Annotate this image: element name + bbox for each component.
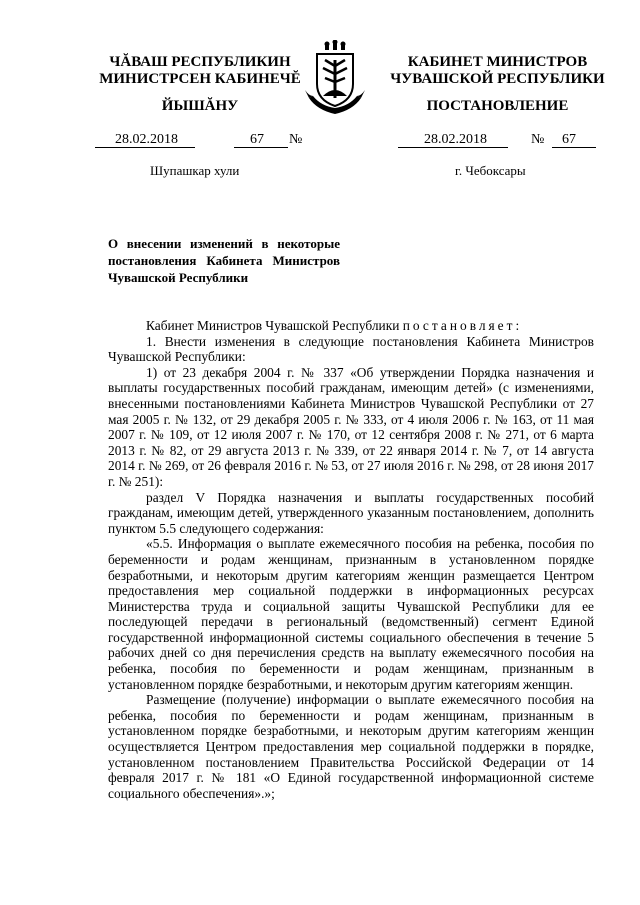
header-right-line1: КАБИНЕТ МИНИСТРОВ bbox=[407, 54, 588, 70]
right-number: 67 bbox=[562, 132, 576, 147]
paragraph-5: Размещение (получение) информации о выплате ежемесячного пособия на ребенка, пособия по беременности и родам женщинам, признанным в установленном порядке безработными, и некоторым другим категориям женщин осуществляется Центром предоставления мер социальной поддержки в порядке, установленном постановлением Правительства Российской Федерации от 14 февраля 2017 г. № 181 «О Единой государственной информационной системе социального обеспечения».»; bbox=[108, 692, 594, 801]
header-left-line2: МИНИСТРСЕН КАБИНЕЧĔ bbox=[99, 71, 301, 87]
right-number-sign: № bbox=[531, 132, 545, 147]
right-city: г. Чебоксары bbox=[455, 163, 526, 178]
header-left-doctype: ЙЫШĂНУ bbox=[161, 98, 239, 114]
coat-of-arms-emblem bbox=[303, 40, 367, 120]
left-number-sign: № bbox=[289, 132, 303, 147]
header-right-doctype: ПОСТАНОВЛЕНИЕ bbox=[426, 98, 569, 114]
header-left-title bbox=[95, 54, 305, 88]
left-city: Шупашкар хули bbox=[150, 163, 240, 178]
intro-paragraph bbox=[108, 318, 594, 334]
header-left-line1: ЧĂВАШ РЕСПУБЛИКИН bbox=[109, 54, 291, 70]
paragraph-1: 1. Внести изменения в следующие постановления Кабинета Министров Чувашской Республики: bbox=[108, 333, 594, 365]
header-right-line2: ЧУВАШСКОЙ РЕСПУБЛИКИ bbox=[390, 71, 605, 87]
document-subject: О внесении изменений в некоторые постановления Кабинета Министров Чувашской Республики bbox=[108, 236, 340, 285]
paragraph-2: 1) от 23 декабря 2004 г. № 337 «Об утверждении Порядка назначения и выплаты государственных пособий гражданам, имеющим детей» (с изменениями, внесенными постановлениями Кабинета Министров Чувашской Республики от 27 мая 2005 г. № 132, от 29 декабря 2005 г. № 333, от 4 июля 2006 г. № 163, от 11 мая 2007 г. № 109, от 12 июля 2007 г. № 170, от 12 сентября 2008 г. № 271, от 6 марта 2013 г. № 82, от 29 августа 2013 г. № 339, от 22 января 2014 г. № 7, от 14 августа 2014 г. № 269, от 26 февраля 2016 г. № 53, от 27 июля 2016 г. № 298, от 28 июня 2017 г. № 251): bbox=[108, 364, 594, 489]
intro-prefix: Кабинет Министров Чувашской Республики bbox=[146, 318, 400, 333]
header-right-title bbox=[385, 54, 610, 88]
right-date: 28.02.2018 bbox=[424, 132, 487, 147]
left-date: 28.02.2018 bbox=[115, 132, 178, 147]
document-body bbox=[108, 318, 594, 801]
paragraph-4: «5.5. Информация о выплате ежемесячного пособия на ребенка, пособия по беременности и родам женщинам, признанным в установленном порядке безработными, и некоторым другим категориям женщин размещается Центром предоставления мер социальной поддержки в информационных ресурсах Министерства труда и социальной защиты Чувашской Республики для ее последующей передачи в региональный (ведомственный) сегмент Единой государственной информационной системы социального обеспечения в течение 5 рабочих дней со дня перечисления средств на выплату ежемесячного пособия на ребенка, пособия по беременности и родам женщинам, признанным в установленном порядке безработными, и некоторым другим категориям женщин. bbox=[108, 536, 594, 692]
left-number: 67 bbox=[250, 132, 264, 147]
paragraph-3: раздел V Порядка назначения и выплаты государственных пособий гражданам, имеющим детей, утвержденного указанным постановлением, дополнить пунктом 5.5 следующего содержания: bbox=[108, 489, 594, 536]
intro-verb: постановляет: bbox=[402, 318, 523, 333]
